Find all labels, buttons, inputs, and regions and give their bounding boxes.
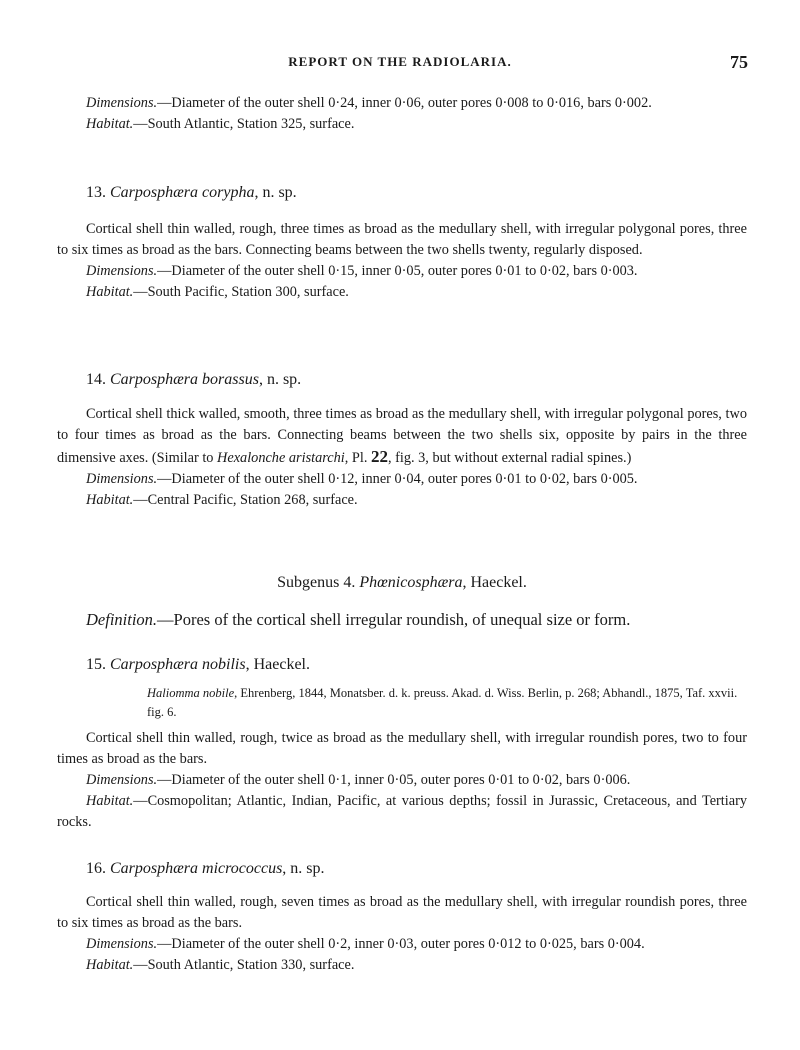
- definition-block: [57, 609, 747, 631]
- dimensions-text: —Diameter of the outer shell 0·24, inner 0·06, outer pores 0·008 to 0·016, bars 0·002.: [157, 95, 652, 111]
- species-16-description: Cortical shell thin walled, rough, seven times as broad as the medullary shell, with irregular roundish pores, three to six times as broad as the bars.: [57, 894, 747, 931]
- dimensions-label: Dimensions.: [86, 936, 158, 952]
- species-13-heading: [57, 182, 747, 204]
- species-16-body: [57, 892, 747, 976]
- habitat-label: Habitat.: [86, 284, 134, 300]
- species-14-description: Cortical shell thick walled, smooth, three times as broad as the medullary shell, with irregular polygonal pores, two to four times as broad as the bars. Connecting beams between the two shells six, opposite by pairs in the three dimensive axes. (Similar to Hexalonche aristarchi, Pl. 22, fig. 3, but without external radial spines.): [57, 406, 747, 466]
- habitat-label: Habitat.: [86, 492, 134, 508]
- citation-text: , Ehrenberg, 1844, Monatsber. d. k. preuss. Akad. d. Wiss. Berlin, p. 268; Abhandl., 1875, Taf. xxvii. fig. 6.: [147, 686, 738, 719]
- subgenus-block: [57, 572, 747, 594]
- species-15-body: [57, 728, 747, 833]
- running-title: REPORT ON THE RADIOLARIA.: [288, 54, 512, 69]
- species-15-dimensions: [57, 770, 747, 791]
- species-name: Carposphæra nobilis: [110, 656, 246, 673]
- subgenus-heading: Subgenus 4. Phœnicosphæra, Haeckel.: [277, 574, 527, 591]
- species-14-block: [57, 369, 747, 391]
- dimensions-label: Dimensions.: [86, 263, 158, 279]
- definition-label: Definition.: [86, 610, 158, 629]
- species-16-heading: [57, 858, 747, 880]
- definition-text: —Pores of the cortical shell irregular roundish, of unequal size or form.: [157, 610, 631, 629]
- species-authority: , n. sp.: [254, 184, 297, 201]
- habitat-text: —South Atlantic, Station 330, surface.: [133, 957, 355, 973]
- prev-species-block: [57, 93, 747, 135]
- species-13-habitat: [57, 282, 747, 303]
- prev-habitat: [57, 114, 747, 135]
- species-authority: , Haeckel.: [245, 656, 310, 673]
- species-authority: , n. sp.: [282, 860, 325, 877]
- species-number: 15.: [86, 656, 106, 673]
- dimensions-text: —Diameter of the outer shell 0·1, inner 0·05, outer pores 0·01 to 0·02, bars 0·006.: [157, 772, 631, 788]
- species-15-citation-block: [57, 684, 747, 722]
- page-number: 75: [730, 52, 748, 72]
- species-name: Carposphæra borassus: [110, 371, 259, 388]
- species-14-heading: [57, 369, 747, 391]
- page-header: [0, 52, 800, 74]
- habitat-text: —Central Pacific, Station 268, surface.: [133, 492, 358, 508]
- dimensions-text: —Diameter of the outer shell 0·15, inner 0·05, outer pores 0·01 to 0·02, bars 0·003.: [157, 263, 638, 279]
- habitat-text: —South Pacific, Station 300, surface.: [133, 284, 349, 300]
- species-13-dimensions: [57, 261, 747, 282]
- species-15-description: Cortical shell thin walled, rough, twice as broad as the medullary shell, with irregular roundish pores, two to four times as broad as the bars.: [57, 730, 747, 767]
- species-16-dimensions: [57, 934, 747, 955]
- species-14-dimensions: [57, 469, 747, 490]
- species-15-block: [57, 654, 747, 676]
- dimensions-label: Dimensions.: [86, 95, 158, 111]
- species-16-block: [57, 858, 747, 880]
- species-16-habitat: [57, 955, 747, 976]
- plate-number: 22: [370, 447, 388, 466]
- dimensions-label: Dimensions.: [86, 471, 158, 487]
- dimensions-text: —Diameter of the outer shell 0·2, inner 0·03, outer pores 0·012 to 0·025, bars 0·004.: [157, 936, 645, 952]
- similar-species-name: Hexalonche aristarchi: [217, 450, 345, 466]
- dimensions-text: —Diameter of the outer shell 0·12, inner 0·04, outer pores 0·01 to 0·02, bars 0·005.: [157, 471, 638, 487]
- habitat-text: —Cosmopolitan; Atlantic, Indian, Pacific, at various depths; fossil in Jurassic, Cretaceous, and Tertiary rocks.: [57, 793, 747, 830]
- subgenus-definition: [57, 609, 747, 631]
- species-authority: , n. sp.: [258, 371, 302, 388]
- species-13-body: [57, 219, 747, 303]
- species-name: Carposphæra corypha: [110, 184, 255, 201]
- habitat-label: Habitat.: [86, 793, 134, 809]
- species-13-block: [57, 182, 747, 204]
- citation-name: Haliomma nobile: [147, 686, 235, 700]
- species-name: Carposphæra micrococcus: [110, 860, 283, 877]
- species-14-body: [57, 404, 747, 511]
- species-number: 14.: [86, 371, 106, 388]
- dimensions-label: Dimensions.: [86, 772, 158, 788]
- habitat-text: —South Atlantic, Station 325, surface.: [133, 116, 355, 132]
- species-14-habitat: [57, 490, 747, 511]
- species-13-description: Cortical shell thin walled, rough, three times as broad as the medullary shell, with irregular polygonal pores, three to six times as broad as the bars. Connecting beams between the two shells twenty, regularly disposed.: [57, 221, 747, 258]
- species-15-heading: [57, 654, 747, 676]
- species-number: 13.: [86, 184, 106, 201]
- subgenus-name: Phœnicosphæra: [359, 574, 463, 591]
- habitat-label: Habitat.: [86, 957, 134, 973]
- species-15-citation: [57, 684, 747, 722]
- prev-dimensions: [57, 93, 747, 114]
- species-number: 16.: [86, 860, 106, 877]
- species-15-habitat: [57, 791, 747, 833]
- habitat-label: Habitat.: [86, 116, 134, 132]
